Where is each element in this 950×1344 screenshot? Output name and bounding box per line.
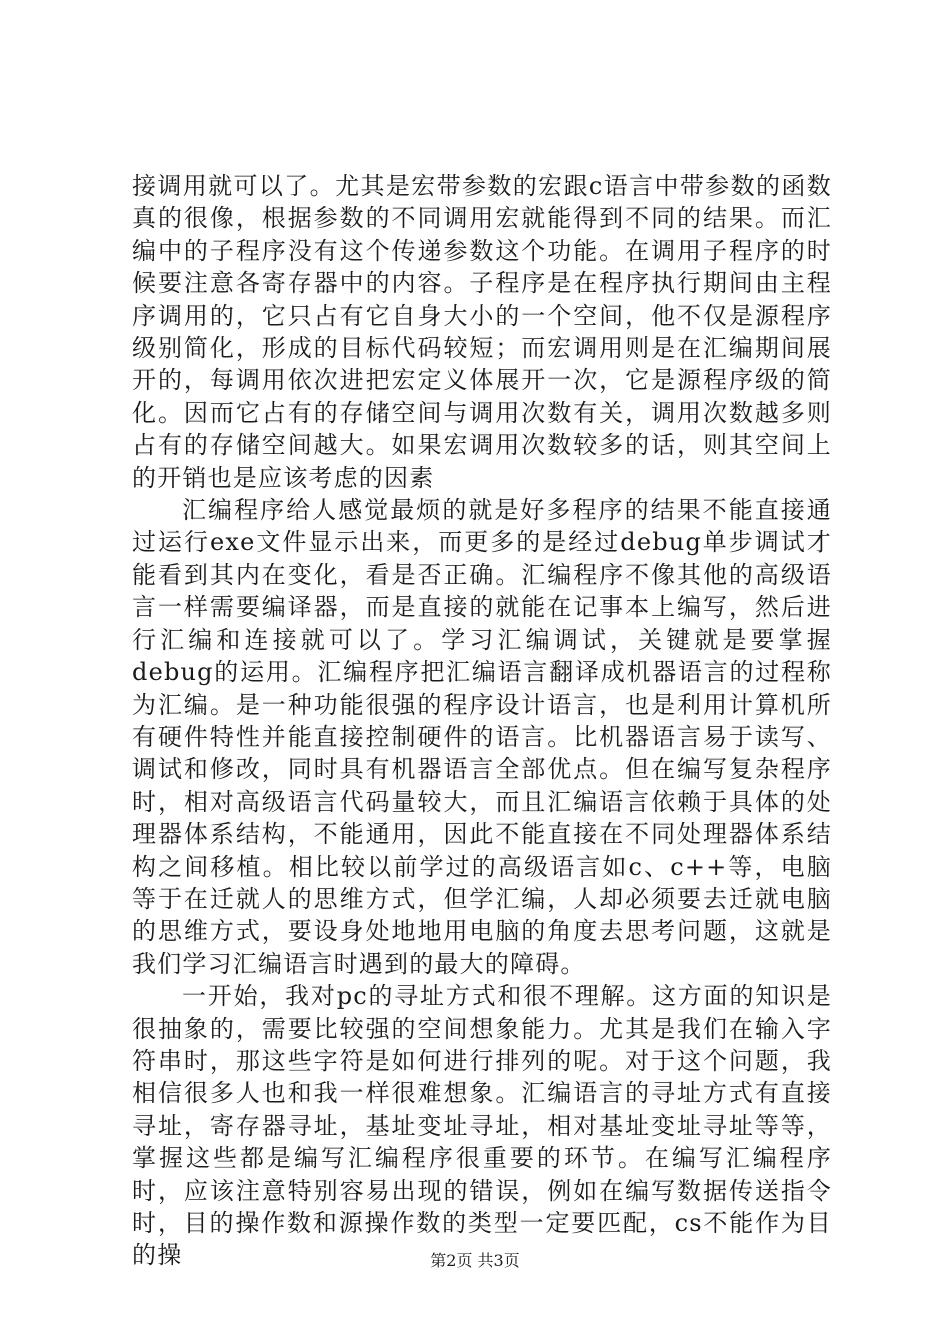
body-text	[132, 170, 832, 1272]
paragraph-3: 一开始，我对pc的寻址方式和很不理解。这方面的知识是很抽象的，需要比较强的空间想象能力。尤其是我们在输入字符串时，那这些字符是如何进行排列的呢。对于这个问题，我相信很多人也和我一样很难想象。汇编语言的寻址方式有直接寻址，寄存器寻址，基址变址寻址，相对基址变址寻址等等，掌握这些都是编写汇编程序很重要的环节。在编写汇编程序时，应该注意特别容易出现的错误，例如在编写数据传送指令时，目的操作数和源操作数的类型一定要匹配，cs不能作为目的操	[132, 982, 832, 1270]
paragraph-1: 接调用就可以了。尤其是宏带参数的宏跟c语言中带参数的函数真的很像，根据参数的不同调用宏就能得到不同的结果。而汇编中的子程序没有这个传递参数这个功能。在调用子程序的时候要注意各寄存器中的内容。子程序是在程序执行期间由主程序调用的，它只占有它自身大小的一个空间，他不仅是源程序级别简化，形成的目标代码较短；而宏调用则是在汇编期间展开的，每调用依次进把宏定义体展开一次，它是源程序级的简化。因而它占有的存储空间与调用次数有关，调用次数越多则占有的存储空间越大。如果宏调用次数较多的话，则其空间上的开销也是应该考虑的因素	[132, 172, 832, 492]
paragraph-2: 汇编程序给人感觉最烦的就是好多程序的结果不能直接通过运行exe文件显示出来，而更多的是经过debug单步调试才能看到其内在变化，看是否正确。汇编程序不像其他的高级语言一样需要编译器，而是直接的就能在记事本上编写，然后进行汇编和连接就可以了。学习汇编调试，关键就是要掌握debug的运用。汇编程序把汇编语言翻译成机器语言的过程称为汇编。是一种功能很强的程序设计语言，也是利用计算机所有硬件特性并能直接控制硬件的语言。比机器语言易于读写、调试和修改，同时具有机器语言全部优点。但在编写复杂程序时，相对高级语言代码量较大，而且汇编语言依赖于具体的处理器体系结构，不能通用，因此不能直接在不同处理器体系结构之间移植。相比较以前学过的高级语言如c、c++等，电脑等于在迁就人的思维方式，但学汇编，人却必须要去迁就电脑的思维方式，要设身处地地用电脑的角度去思考问题，这就是我们学习汇编语言时遇到的最大的障碍。	[132, 496, 832, 978]
page-number-footer: 第2页 共3页	[430, 1251, 520, 1270]
